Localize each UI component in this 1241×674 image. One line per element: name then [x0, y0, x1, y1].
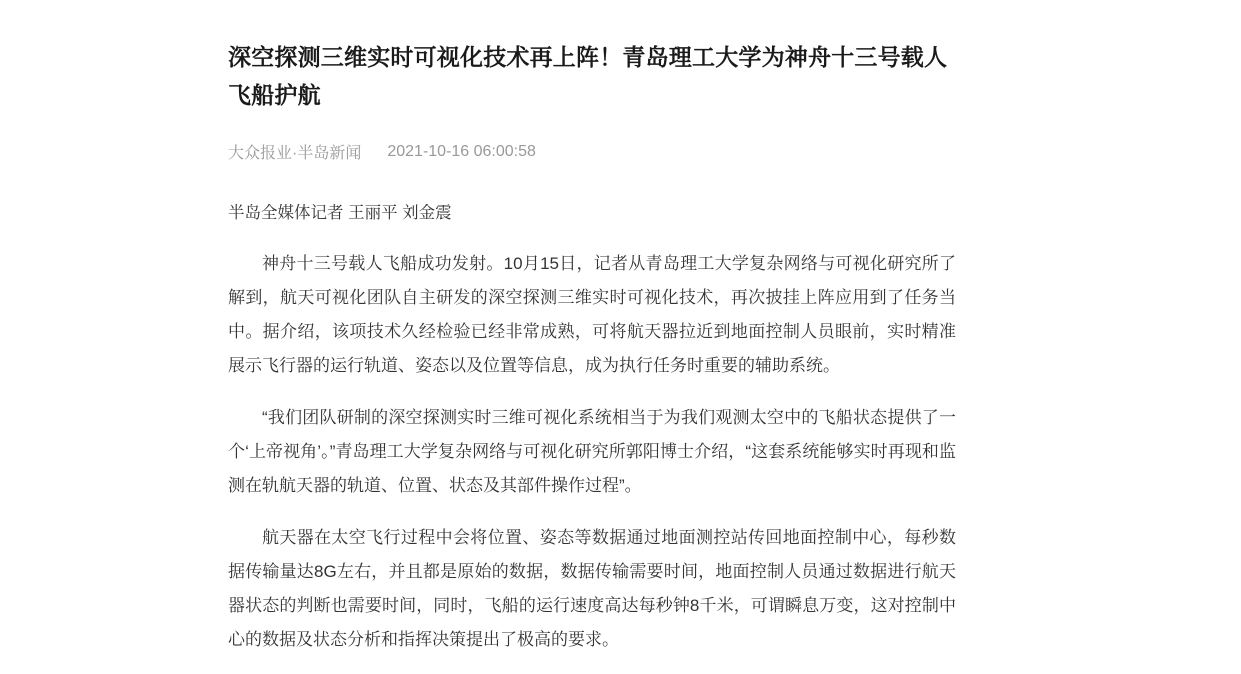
article-byline: 半岛全媒体记者 王丽平 刘金震 [228, 204, 452, 222]
article-paragraph: “我们团队研制的深空探测实时三维可视化系统相当于为我们观测太空中的飞船状态提供了一个‘上帝视角’。”青岛理工大学复杂网络与可视化研究所郭阳博士介绍，“这套系统能够实时再现和监测在轨航天器的轨道、位置、状态及其部件操作过程”。 [228, 408, 956, 495]
page-title: 深空探测三维实时可视化技术再上阵！青岛理工大学为神舟十三号载人飞船护航 [228, 44, 948, 108]
article-paragraph: 航天器在太空飞行过程中会将位置、姿态等数据通过地面测控站传回地面控制中心，每秒数据传输量达8G左右，并且都是原始的数据，数据传输需要时间，地面控制人员通过数据进行航天器状态的判断也需要时间，同时，飞船的运行速度高达每秒钟8千米，可谓瞬息万变，这对控制中心的数据及状态分析和指挥决策提出了极高的要求。 [228, 528, 956, 649]
article-container [228, 0, 956, 674]
article-paragraph: 神舟十三号载人飞船成功发射。10月15日，记者从青岛理工大学复杂网络与可视化研究所了解到，航天可视化团队自主研发的深空探测三维实时可视化技术，再次披挂上阵应用到了任务当中。据介绍，该项技术久经检验已经非常成熟，可将航天器拉近到地面控制人员眼前，实时精准展示飞行器的运行轨道、姿态以及位置等信息，成为执行任务时重要的辅助系统。 [228, 254, 956, 375]
article-source: 大众报业·半岛新闻 [228, 145, 362, 162]
article-timestamp: 2021-10-16 06:00:58 [387, 142, 536, 160]
article-meta [228, 140, 956, 163]
